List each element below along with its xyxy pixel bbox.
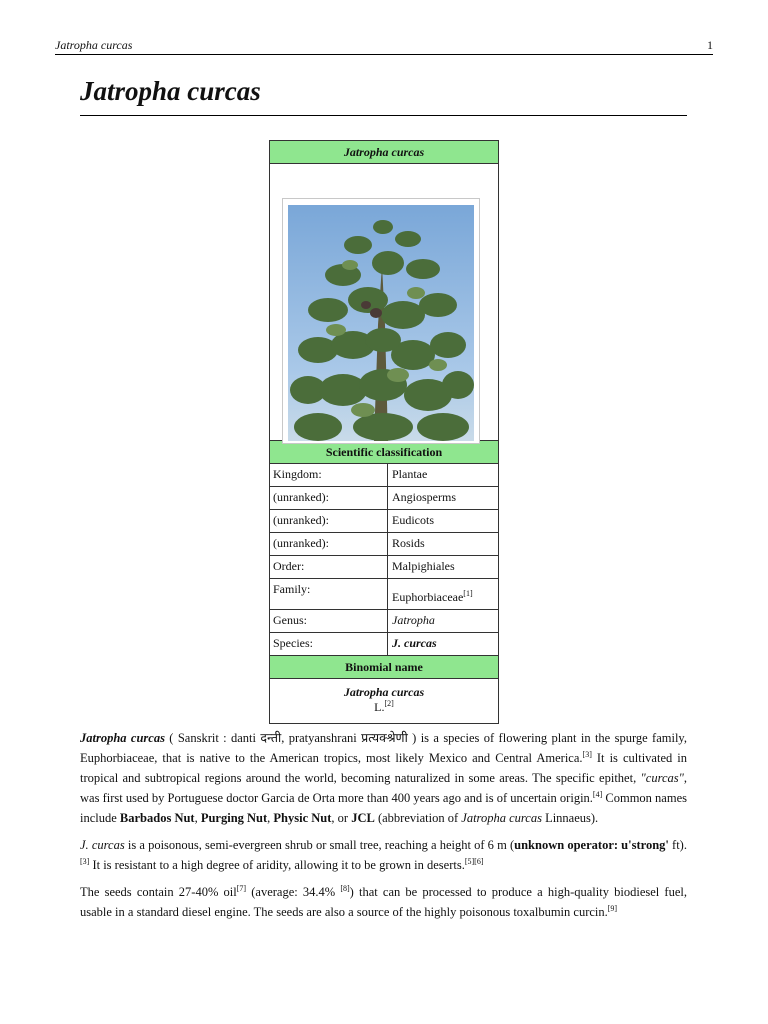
text: ( Sanskrit : danti दन्ती, pratyanshrani प्रत्यक्श्रेणी ) is a species of flowering plant in the spurge family, Euphorbiaceae, that is native to the American tropics, most likely Mexico and Central America.	[80, 731, 687, 765]
text: Common names include	[80, 791, 687, 825]
text: ft).	[668, 838, 687, 852]
row-value[interactable]: Angiosperms	[392, 490, 456, 504]
species-name: J. curcas	[80, 838, 125, 852]
citation-ref[interactable]: [8]	[340, 883, 350, 893]
page-title: Jatropha curcas	[80, 76, 687, 116]
taxobox-image-cell	[270, 164, 498, 441]
row-value[interactable]: Rosids	[392, 536, 425, 550]
binomial-name: Jatropha curcas	[343, 685, 425, 699]
classification-row-order	[270, 556, 498, 579]
row-key: Genus:	[270, 610, 388, 632]
row-value[interactable]: Plantae	[392, 467, 428, 481]
citation-ref[interactable]: [3]	[582, 749, 592, 759]
binomial-cell	[270, 679, 498, 723]
classification-row-unranked-1	[270, 487, 498, 510]
row-value: J. curcas	[392, 636, 437, 650]
binomial-authority[interactable]: L.	[374, 700, 385, 714]
text: ,	[194, 811, 201, 825]
article-body	[80, 728, 687, 929]
species-name: Jatropha curcas	[461, 811, 542, 825]
family-link[interactable]: Euphorbiaceae	[392, 590, 464, 604]
plant-photo[interactable]	[282, 198, 480, 444]
text: ,	[267, 811, 274, 825]
row-value[interactable]: Eudicots	[392, 513, 434, 527]
plant-image	[288, 205, 474, 441]
citation-ref[interactable]: [2]	[384, 699, 394, 708]
text: ) that can be processed to produce a high-quality biodiesel fuel, usable in a standard diesel engine. The seeds are also a source of the highly poisonous toxalbumin curcin.	[80, 885, 687, 919]
text: is a poisonous, semi-evergreen shrub or small tree, reaching a height of 6 m (	[124, 838, 515, 852]
classification-row-family	[270, 579, 498, 610]
common-name: JCL	[351, 811, 375, 825]
running-title: Jatropha curcas	[55, 38, 133, 52]
text: It is resistant to a high degree of aridity, allowing it to be grown in deserts.	[89, 858, 465, 872]
binomial-heading: Binomial name	[270, 656, 498, 679]
row-value[interactable]: Malpighiales	[392, 559, 455, 573]
classification-row-genus	[270, 610, 498, 633]
taxobox	[269, 140, 499, 724]
taxobox-title: Jatropha curcas	[270, 141, 498, 164]
classification-heading: Scientific classification	[270, 441, 498, 464]
classification-row-unranked-2	[270, 510, 498, 533]
citation-ref[interactable]: [1]	[463, 589, 473, 598]
text: Linnaeus).	[541, 811, 599, 825]
common-name: Purging Nut	[200, 811, 268, 825]
classification-row-species	[270, 633, 498, 656]
row-key: Species:	[270, 633, 388, 655]
paragraph-intro	[80, 728, 687, 828]
page-header	[55, 38, 713, 55]
text: (average: 34.4%	[246, 885, 341, 899]
row-key: (unranked):	[270, 510, 388, 532]
citation-ref[interactable]: [7]	[236, 883, 247, 893]
epithet: "curcas"	[640, 771, 684, 785]
row-key: (unranked):	[270, 487, 388, 509]
row-value	[388, 579, 498, 609]
conversion-error: unknown operator: u'strong'	[514, 838, 669, 852]
classification-row-kingdom	[270, 464, 498, 487]
row-value[interactable]: Jatropha	[392, 613, 435, 627]
binomial-authority-line	[270, 700, 498, 715]
text: (abbreviation of	[374, 811, 462, 825]
row-key: (unranked):	[270, 533, 388, 555]
paragraph-seeds	[80, 882, 687, 922]
text: The seeds contain 27-40% oil	[80, 885, 237, 899]
page-number: 1	[707, 38, 713, 52]
citation-ref[interactable]: [3]	[80, 856, 90, 866]
paragraph-description	[80, 835, 687, 875]
citation-ref[interactable]: [5][6]	[464, 856, 484, 866]
row-key: Family:	[270, 579, 388, 609]
text: , or	[331, 811, 352, 825]
common-name: Barbados Nut	[119, 811, 195, 825]
row-key: Order:	[270, 556, 388, 578]
row-key: Kingdom:	[270, 464, 388, 486]
citation-ref[interactable]: [4]	[592, 789, 603, 799]
common-name: Physic Nut	[273, 811, 332, 825]
species-name: Jatropha curcas	[80, 731, 165, 745]
classification-row-unranked-3	[270, 533, 498, 556]
citation-ref[interactable]: [9]	[607, 903, 618, 913]
text: , was first used by Portuguese doctor Garcia de Orta more than 400 years ago and is of uncertain origin.	[80, 771, 687, 805]
text: It is cultivated in tropical and subtropical regions around the world, becoming naturalized in some areas. The specific epithet,	[80, 751, 687, 785]
